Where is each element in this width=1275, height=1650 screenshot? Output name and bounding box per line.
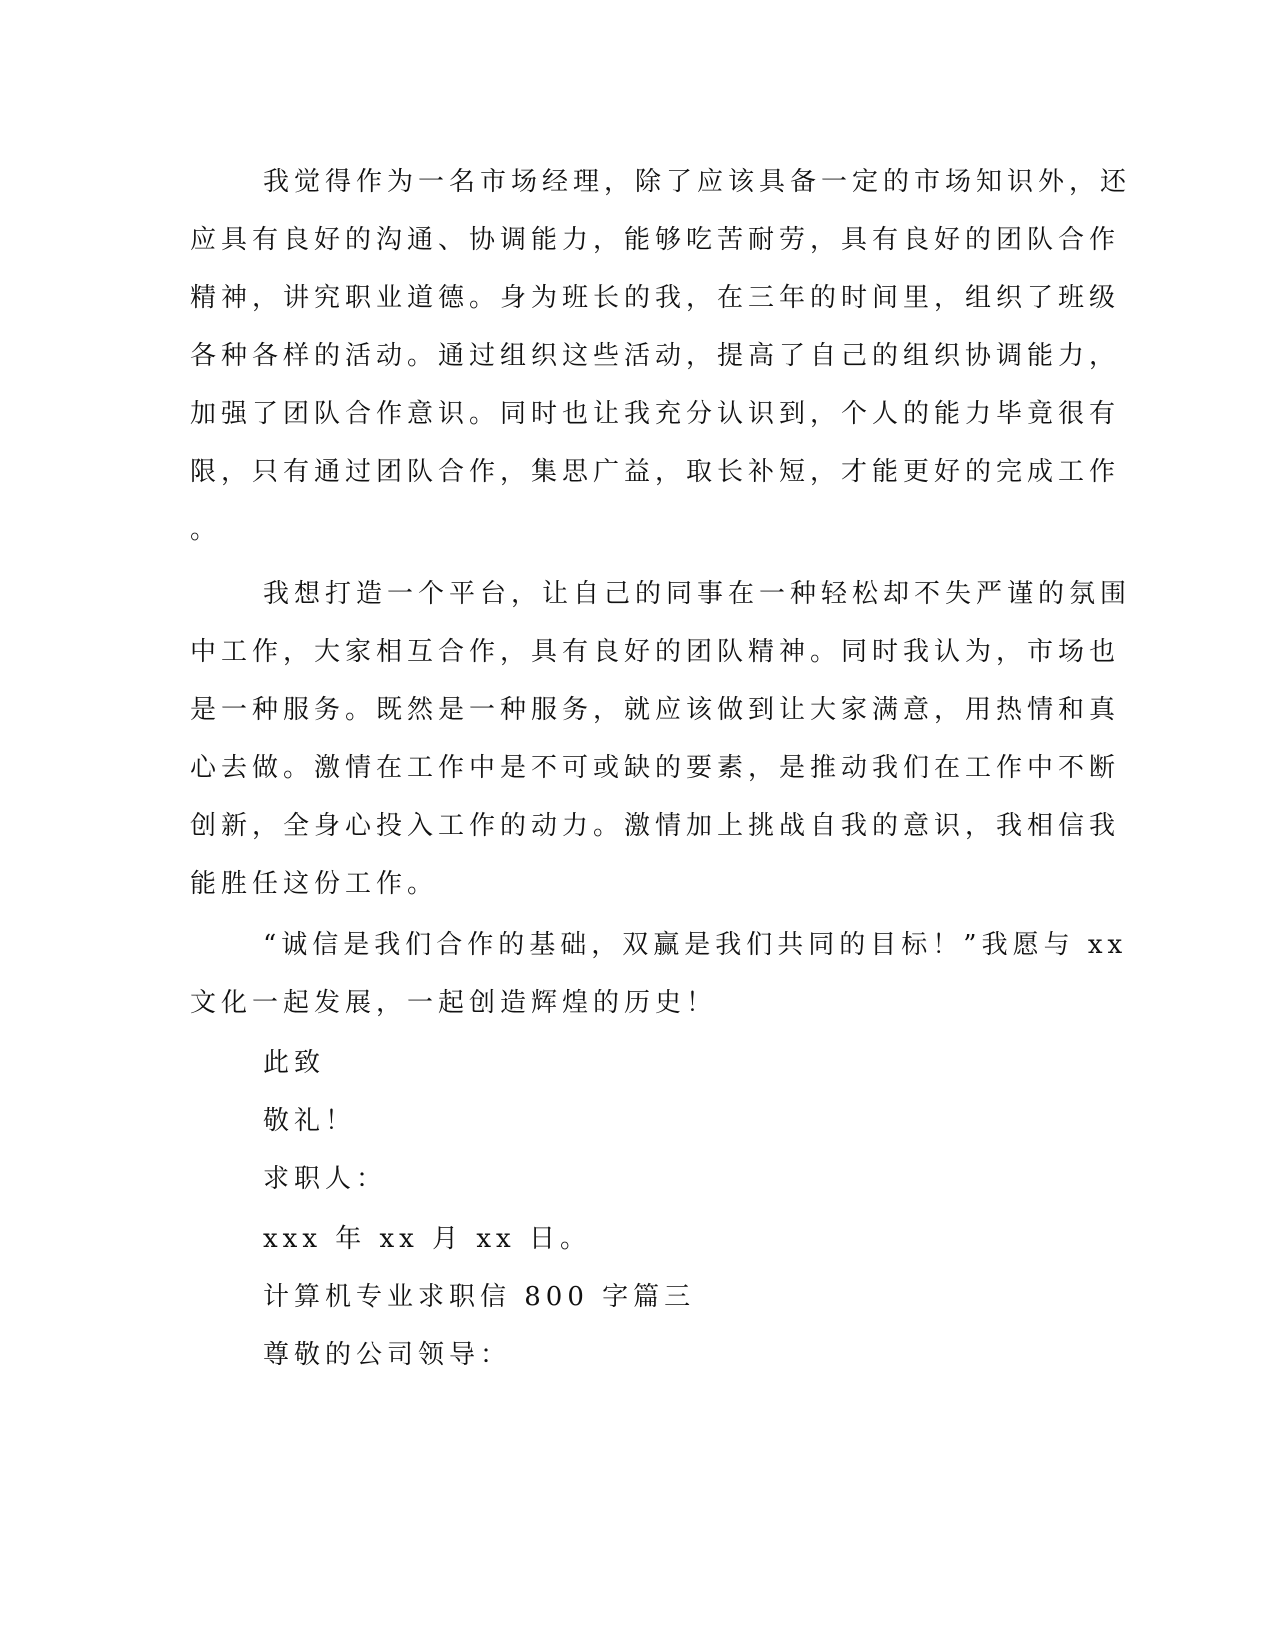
section-heading: 计算机专业求职信 800 字篇三 — [263, 1282, 696, 1312]
text-line-13: 能胜任这份工作。 — [190, 869, 439, 899]
text-line-1: 我觉得作为一名市场经理，除了应该具备一定的市场知识外，还 — [263, 167, 1132, 197]
applicant-line: 求职人： — [263, 1164, 388, 1194]
text-line-10: 是一种服务。既然是一种服务，就应该做到让大家满意，用热情和真 — [190, 695, 1121, 725]
text-line-11: 心去做。激情在工作中是不可或缺的要素，是推动我们在工作中不断 — [190, 753, 1121, 783]
text-line-4: 各种各样的活动。通过组织这些活动，提高了自己的组织协调能力， — [190, 341, 1121, 371]
text-line-7: 。 — [190, 515, 222, 545]
text-line-8: 我想打造一个平台，让自己的同事在一种轻松却不失严谨的氛围 — [263, 579, 1132, 609]
closing-line: 此致 — [263, 1048, 326, 1078]
text-line-9: 中工作，大家相互合作，具有良好的团队精神。同时我认为，市场也 — [190, 637, 1121, 667]
text-line-5: 加强了团队合作意识。同时也让我充分认识到，个人的能力毕竟很有 — [190, 399, 1121, 429]
text-line-2: 应具有良好的沟通、协调能力，能够吃苦耐劳，具有良好的团队合作 — [190, 225, 1121, 255]
greeting-line: 尊敬的公司领导： — [263, 1340, 512, 1370]
text-line-3: 精神，讲究职业道德。身为班长的我，在三年的时间里，组织了班级 — [190, 283, 1121, 313]
date-line: xxx 年 xx 月 xx 日。 — [263, 1224, 591, 1254]
text-line-12: 创新，全身心投入工作的动力。激情加上挑战自我的意识，我相信我 — [190, 811, 1121, 841]
salute-line: 敬礼！ — [263, 1106, 357, 1136]
text-line-15: 文化一起发展，一起创造辉煌的历史！ — [190, 988, 718, 1018]
text-line-6: 限，只有通过团队合作，集思广益，取长补短，才能更好的完成工作 — [190, 457, 1121, 487]
text-line-14: “诚信是我们合作的基础，双赢是我们共同的目标！”我愿与 xx — [263, 930, 1128, 960]
